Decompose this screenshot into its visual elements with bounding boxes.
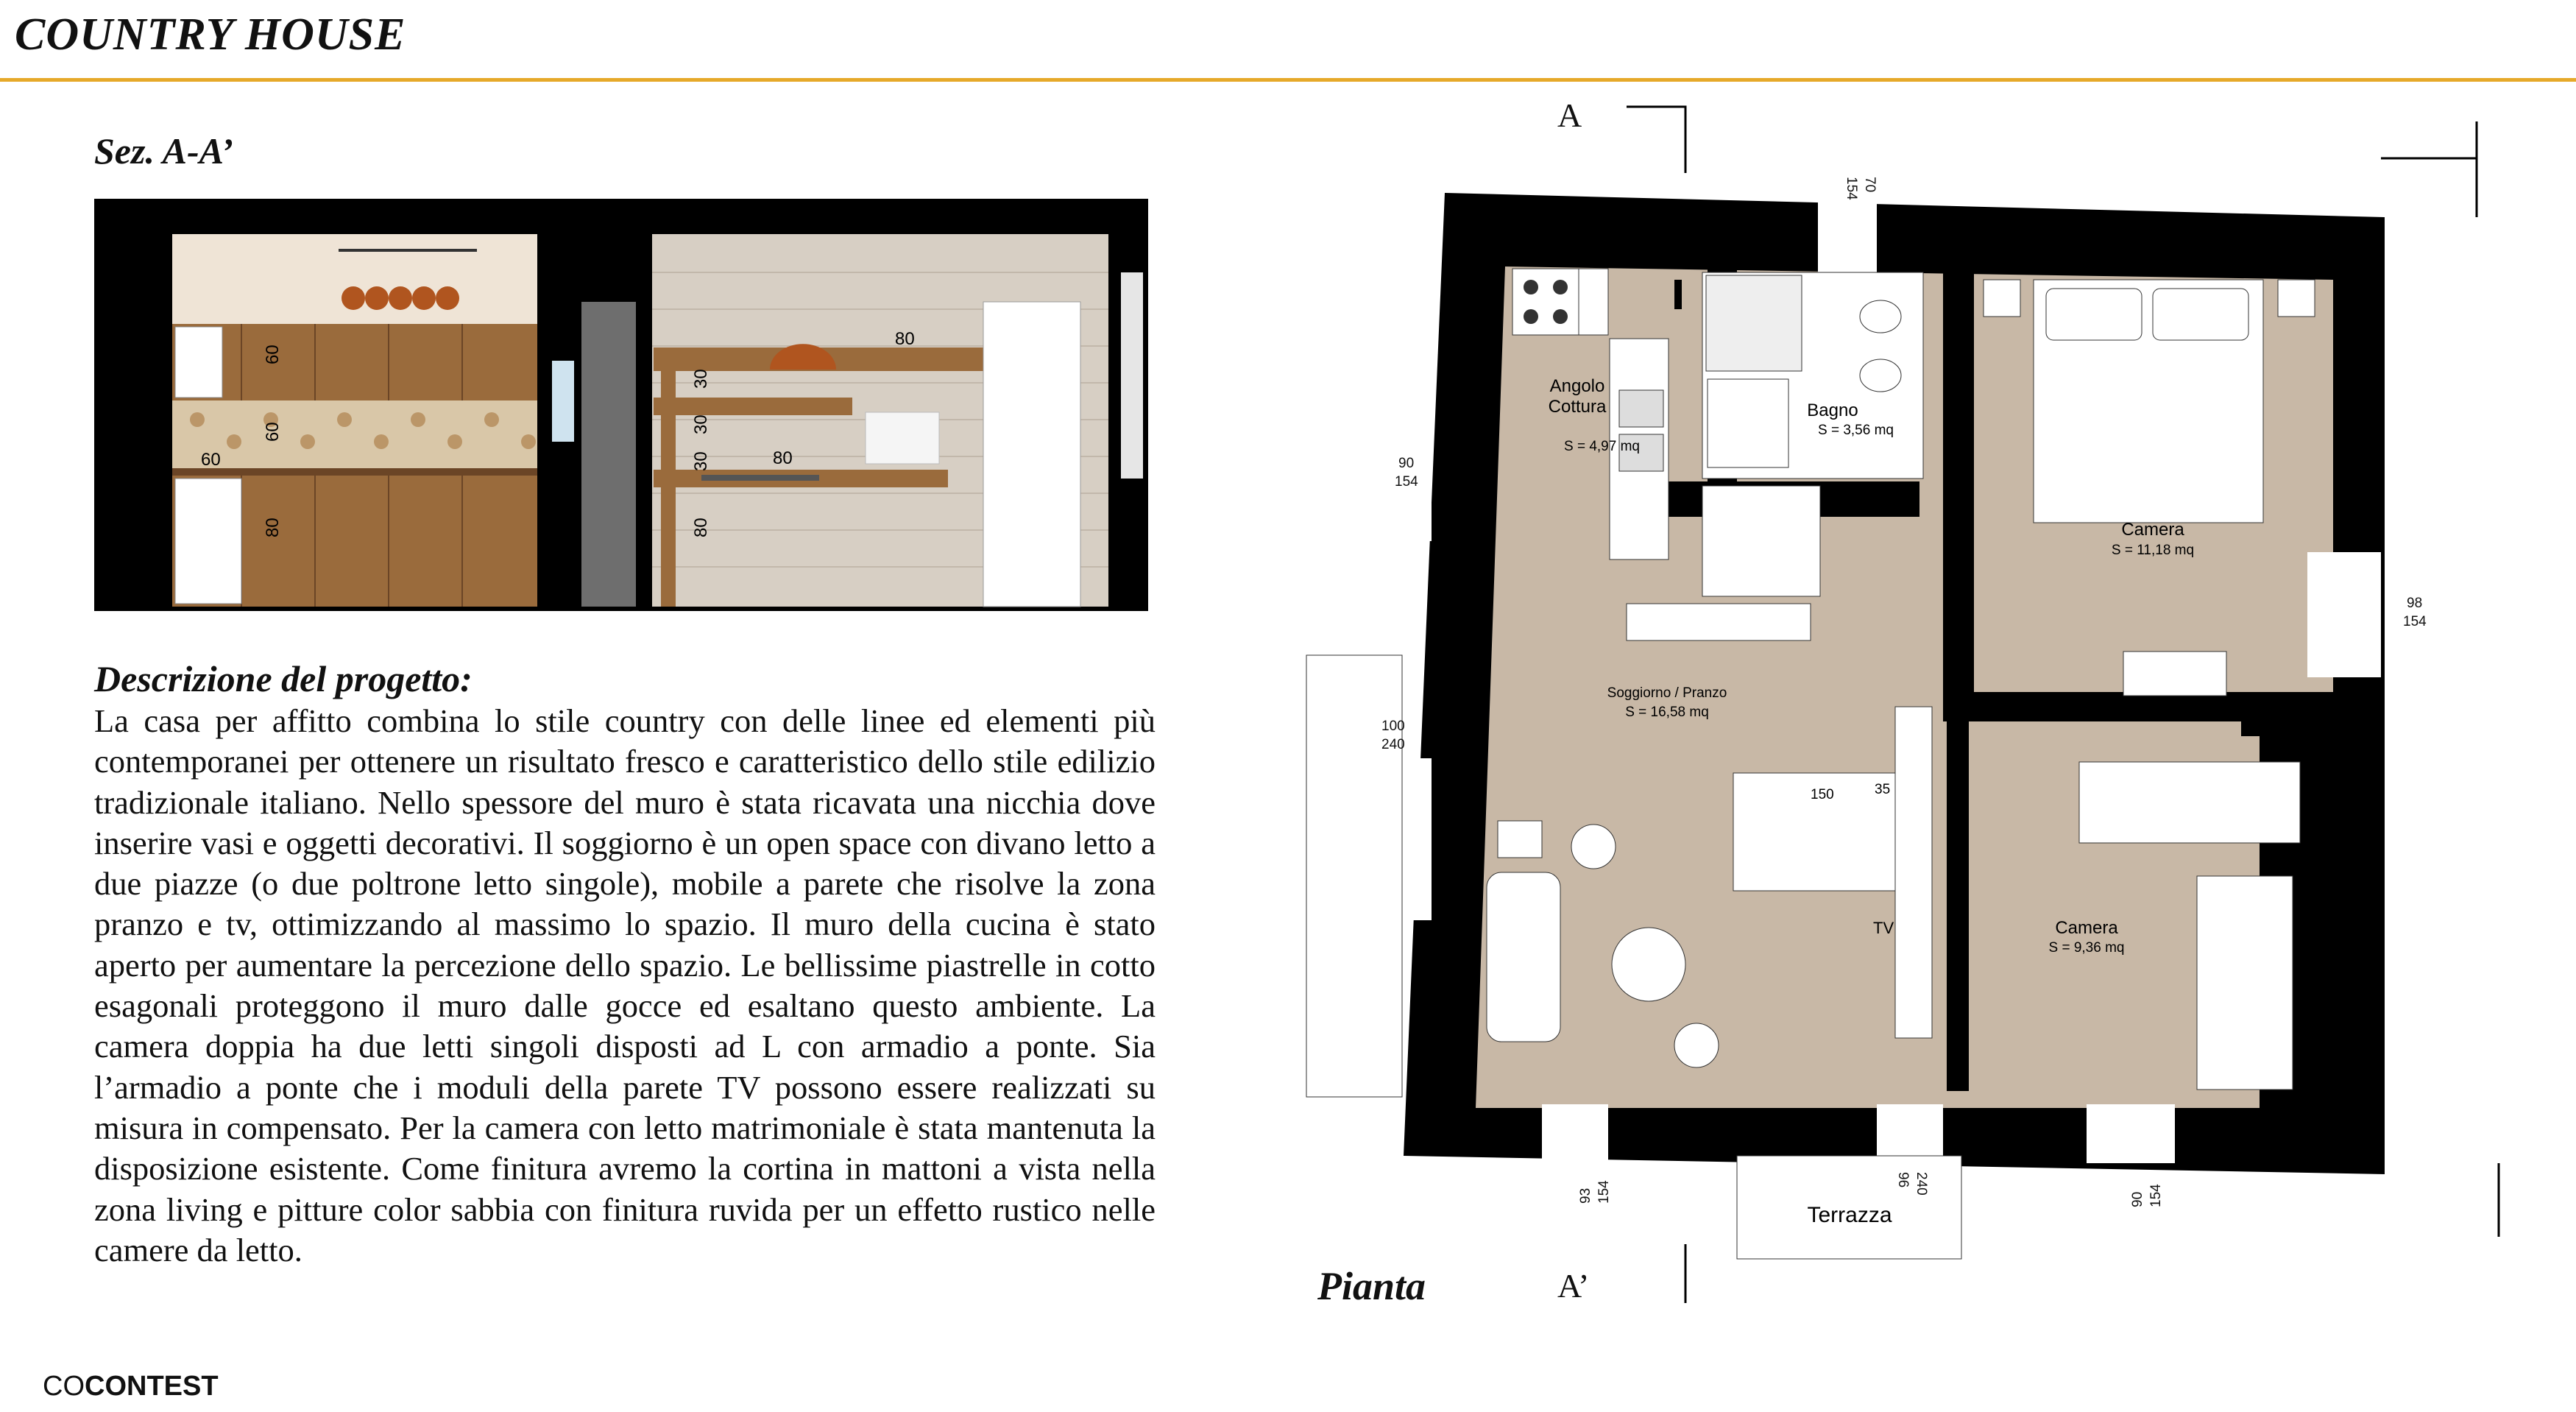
dim-top-b: 154	[1844, 177, 1859, 200]
description-body: La casa per affitto combina lo stile country con delle linee ed elementi più contemporanei per ottenere un risultato fresco e caratteristico dello stile edilizio tradizionale italiano. Nello spessore del muro è stata ricavata una nicchia dove inserire vasi e oggetti decorativi. Il soggiorno è un open space con divano letto a due piazze (o due poltrone letto singole), mobile a parete che risolve la zona pranzo e tv, ottimizzando al massimo lo spazio. Il muro della cucina è stato aperto per aumentare la percezione dello spazio. Le bellissime piastrelle in cotto esagonali proteggono il muro dalle gocce ed esaltano questo ambiente. La camera doppia ha due letti singoli disposti ad L con armadio a ponte. Sia l’armadio a ponte che i moduli della parete TV possono essere realizzati su misura in compensato. Per la camera con letto matrimoniale è stata mantenuta la disposizione esistente. Come finitura avremo la cortina in mattoni a vista nella zona living e pitture color sabbia con finitura ruvida per un effetto rustico nelle camere da letto.	[94, 702, 1156, 1268]
section-dim-3: 60	[201, 450, 221, 470]
table-width: 35	[1875, 782, 1891, 797]
section-marker-bottom	[1627, 1244, 1685, 1303]
coffee-table	[1612, 928, 1685, 1001]
floor-plan	[1284, 96, 2510, 1303]
wall-niche	[552, 361, 574, 442]
fridge-column	[581, 302, 636, 607]
section-dim-5: 80	[773, 448, 793, 468]
bed2-area: S = 9,36 mq	[2048, 940, 2125, 956]
brand-bold: CONTEST	[85, 1371, 219, 1402]
dim-bot3-b: 154	[2148, 1184, 2164, 1207]
section-dim-4: 80	[263, 518, 283, 537]
toilet	[1860, 300, 1901, 333]
section-mark-bottom: A’	[1557, 1267, 1590, 1305]
kitchen-area: S = 4,97 mq	[1564, 439, 1640, 454]
dim-bot1-a: 93	[1578, 1187, 1593, 1204]
section-dim-8: 30	[691, 414, 711, 434]
shower	[1706, 275, 1802, 371]
bed2-name: Camera	[2055, 918, 2118, 938]
section-drawing	[94, 199, 1148, 611]
window-bottom-3	[2087, 1104, 2175, 1163]
brand-logo	[43, 1371, 219, 1402]
living-name: Soggiorno / Pranzo	[1607, 685, 1727, 701]
sofa-bed	[1487, 872, 1560, 1042]
window-bottom-1	[1542, 1104, 1608, 1163]
table-length: 150	[1811, 787, 1834, 802]
section-dim-6: 80	[895, 329, 915, 349]
dim-top-a: 70	[1862, 177, 1878, 193]
tv-label: TV	[1873, 919, 1894, 937]
kitchen-name-1: Angolo	[1549, 376, 1605, 396]
dim-left2-b: 240	[1381, 737, 1405, 752]
single-bed-2	[2197, 876, 2293, 1090]
bed1-name: Camera	[2121, 520, 2184, 540]
bath-sink	[1708, 379, 1788, 467]
tv-wall-unit	[1895, 707, 1932, 1038]
section-dim-7: 30	[691, 369, 711, 389]
dim-bot1-b: 154	[1596, 1180, 1612, 1204]
section-dim-2: 60	[263, 422, 283, 442]
plan-label: Pianta	[1317, 1264, 1426, 1308]
bidet	[1860, 359, 1901, 392]
window-bottom-2	[1877, 1104, 1943, 1163]
dim-left2-a: 100	[1381, 719, 1405, 734]
bath-name: Bagno	[1807, 400, 1858, 420]
title-rule	[0, 78, 2576, 82]
kitchen-name-2: Cottura	[1548, 397, 1607, 417]
dim-left1-b: 154	[1395, 474, 1418, 490]
kitchen-backsplash	[172, 400, 537, 468]
bed1-area: S = 11,18 mq	[2111, 543, 2195, 558]
dim-bot3-a: 90	[2130, 1191, 2145, 1207]
section-dim-9: 30	[691, 451, 711, 471]
dim-right-b: 154	[2403, 614, 2427, 629]
description-heading: Descrizione del progetto:	[94, 658, 473, 699]
dim-right-a: 98	[2407, 596, 2423, 611]
section-label: Sez. A-A’	[94, 130, 233, 172]
dim-bot2-a: 240	[1914, 1172, 1929, 1196]
dim-bot2-b: 96	[1895, 1172, 1911, 1188]
wall-bed1	[1943, 258, 1974, 721]
dim-left1-a: 90	[1398, 456, 1415, 471]
section-dim-1: 60	[263, 345, 283, 364]
door	[983, 302, 1080, 607]
wardrobe	[2123, 652, 2226, 696]
brand-thin: CO	[43, 1371, 85, 1402]
section-dim-10: 80	[691, 518, 711, 537]
single-bed-1	[2079, 762, 2300, 843]
window-top	[1818, 193, 1877, 281]
living-area: S = 16,58 mq	[1625, 705, 1709, 720]
bath-area: S = 3,56 mq	[1818, 423, 1894, 438]
section-mark-top: A	[1557, 96, 1582, 134]
terrace-name: Terrazza	[1807, 1203, 1892, 1227]
wall-bed2	[1947, 708, 1969, 1091]
wall-tv	[866, 412, 939, 464]
page-title: COUNTRY HOUSE	[15, 10, 406, 60]
section-marker-top	[1627, 107, 1685, 173]
window-right	[2307, 552, 2381, 677]
